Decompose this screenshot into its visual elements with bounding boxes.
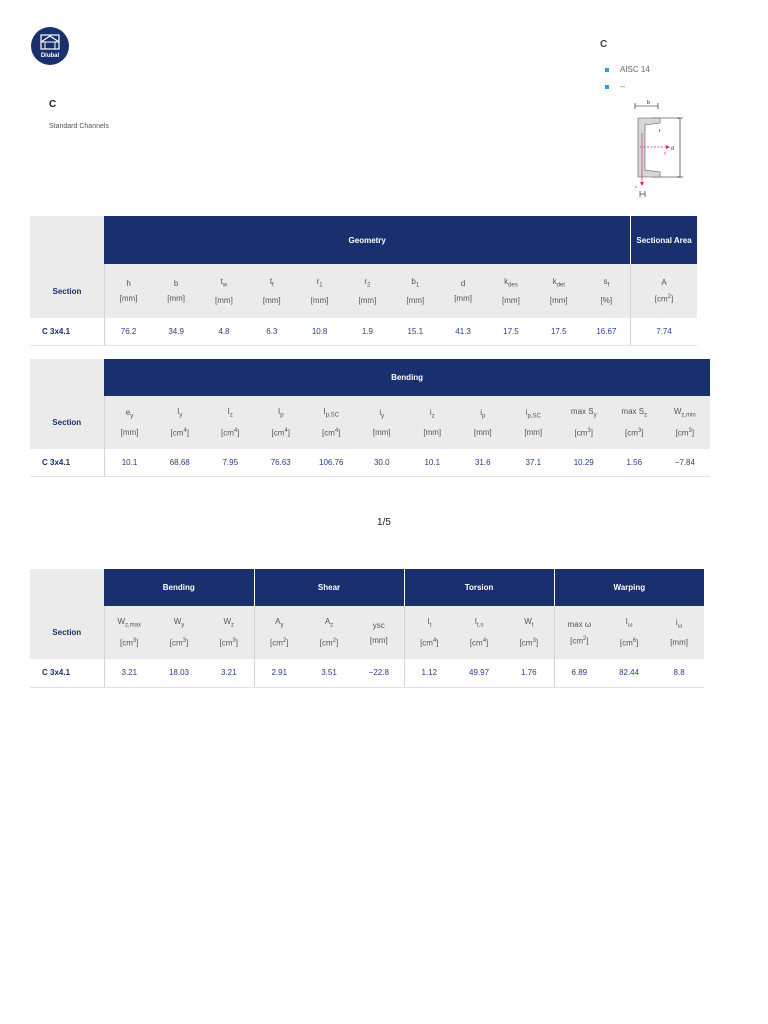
column-symbol-subscript: w [222, 282, 228, 289]
column-header [458, 396, 509, 449]
column-symbol: I [323, 407, 326, 417]
group-torsion: Torsion [404, 569, 554, 606]
table-cell: 3.21 [104, 659, 154, 687]
table-cell: 30.0 [357, 449, 408, 476]
table-row [30, 318, 697, 345]
column-unit: [cm [654, 294, 668, 304]
diagram-label-b: b [647, 100, 650, 106]
column-symbol-subscript: p [481, 413, 486, 420]
column-unit: [mm] [120, 427, 139, 437]
column-symbol-subscript: z [229, 412, 233, 419]
column-symbol-subscript: z [644, 412, 648, 419]
column-unit: [cm [270, 638, 283, 648]
column-symbol: W [117, 617, 126, 627]
column-symbol: i [480, 408, 482, 418]
table-row [30, 659, 704, 687]
column-symbol-subscript: z [330, 622, 334, 629]
column-unit-exponent: 3 [532, 637, 536, 644]
column-unit-exponent: 3 [182, 637, 186, 644]
column-symbol: t [220, 276, 223, 286]
column-unit: [cm [570, 636, 583, 646]
column-symbol: I [427, 617, 430, 627]
column-symbol: I [227, 407, 230, 417]
table-cell: −7.84 [660, 449, 711, 476]
properties-table [30, 569, 704, 688]
table-cell: 17.5 [487, 318, 535, 345]
column-symbol: A [661, 278, 667, 288]
column-header [104, 606, 154, 659]
column-symbol-subscript: f [607, 282, 610, 289]
diagram-label-r1: r [659, 128, 661, 134]
column-unit-exponent: 3 [688, 427, 692, 434]
column-symbol: i [675, 618, 678, 628]
column-unit-close: ] [235, 638, 238, 648]
column-symbol: r [364, 276, 368, 286]
column-unit-close: ] [286, 638, 289, 648]
column-symbol-subscript: p [280, 412, 284, 419]
table-cell: 17.5 [535, 318, 583, 345]
column-header [508, 396, 559, 449]
table-cell: 1.12 [404, 659, 454, 687]
column-symbol: A [275, 617, 281, 627]
column-symbol-subscript: t,s [476, 622, 484, 629]
column-unit-close: ] [636, 638, 639, 648]
column-unit-exponent: 3 [637, 427, 642, 434]
column-symbol: e [125, 408, 131, 418]
table-cell: 1.56 [609, 449, 660, 476]
bending-table [30, 359, 710, 477]
column-unit-exponent: 4 [334, 427, 339, 434]
column-header [583, 264, 631, 318]
table-row [30, 449, 710, 476]
column-symbol-subscript: z,min [681, 412, 696, 419]
column-unit-close: ] [336, 638, 339, 648]
column-unit-exponent: 6 [632, 637, 637, 644]
column-unit: [cm [322, 428, 335, 438]
column-symbol: ysc [372, 620, 385, 630]
column-unit-exponent: 2 [332, 637, 337, 644]
column-header [609, 396, 660, 449]
diagram-axis-y: y [664, 150, 666, 155]
column-symbol-subscript: y [181, 622, 185, 629]
column-symbol: W [223, 617, 232, 627]
table-cell: 2.91 [254, 659, 304, 687]
column-symbol: k [552, 276, 557, 286]
column-symbol-subscript: z [231, 622, 235, 629]
column-unit-exponent: 2 [582, 635, 587, 642]
column-symbol: max ω [567, 619, 592, 629]
column-header [204, 606, 254, 659]
column-unit-exponent: 3 [232, 637, 236, 644]
section-name: C 3x4.1 [30, 318, 104, 345]
column-symbol-subscript: p,SC [325, 412, 340, 419]
column-header [200, 264, 248, 318]
column-symbol-subscript: t [531, 622, 534, 629]
column-unit: [mm] [167, 294, 185, 303]
column-header [306, 396, 357, 449]
column-unit: [cm [619, 638, 633, 648]
column-header [391, 264, 439, 318]
column-unit-close: ] [486, 638, 489, 648]
column-unit: [cm [519, 638, 533, 648]
table-cell: 7.95 [205, 449, 256, 476]
column-header [248, 264, 296, 318]
table-cell: 10.1 [407, 449, 458, 476]
column-symbol: A [324, 617, 331, 627]
blank-corner [30, 569, 104, 606]
column-unit-exponent: 4 [432, 637, 437, 644]
section-letter: C [49, 99, 57, 110]
group-geometry: Geometry [104, 216, 630, 264]
column-symbol: max S [570, 407, 594, 417]
group-sectional-area: Sectional Area [631, 216, 697, 264]
column-header [354, 606, 404, 659]
group-warping: Warping [554, 569, 704, 606]
bullet-icon [605, 85, 609, 89]
column-header [631, 264, 697, 318]
table-cell: 6.3 [248, 318, 296, 345]
column-header [454, 606, 504, 659]
column-unit: [cm [219, 638, 233, 648]
diagram-axis-z: z [635, 184, 637, 189]
column-header [660, 396, 711, 449]
column-symbol: i [429, 408, 432, 418]
column-symbol-subscript: t [429, 622, 432, 629]
column-header [554, 606, 604, 659]
column-symbol: I [177, 407, 180, 417]
column-header [407, 396, 458, 449]
table-cell: 41.3 [439, 318, 487, 345]
column-unit-exponent: 2 [282, 637, 287, 644]
list-item [605, 78, 650, 95]
standards-list [605, 61, 650, 95]
table-cell: 10.8 [296, 318, 344, 345]
column-unit-close: ] [186, 638, 189, 648]
section-column-header: Section [30, 264, 104, 318]
column-header [104, 396, 155, 449]
column-symbol-subscript: p,SC [527, 413, 541, 420]
column-unit: [mm] [502, 296, 520, 306]
group-shear: Shear [254, 569, 404, 606]
column-unit: [mm] [262, 296, 281, 306]
channel-section-diagram [628, 98, 688, 202]
column-unit-exponent: 2 [667, 294, 672, 301]
section-name: C 3x4.1 [30, 449, 104, 476]
section-description: Standard Channels [49, 123, 109, 130]
column-unit-exponent: 4 [482, 637, 487, 644]
column-unit-exponent: 4 [284, 427, 288, 434]
column-symbol-subscript: f [272, 282, 274, 289]
table-cell: 76.2 [104, 318, 152, 345]
column-symbol-subscript: 1 [319, 282, 323, 289]
column-header [296, 264, 344, 318]
page-number: 1/5 [377, 517, 391, 528]
blank-corner [30, 359, 104, 396]
column-unit: [cm [169, 638, 183, 648]
standard-item: -- [620, 82, 626, 91]
column-header [357, 396, 408, 449]
table-cell: 3.51 [304, 659, 354, 687]
table-cell: 106.76 [306, 449, 357, 476]
column-header [604, 606, 654, 659]
column-unit: [cm [271, 428, 285, 438]
column-symbol: b [411, 276, 416, 286]
column-unit-close: ] [186, 428, 189, 438]
column-symbol: W [524, 617, 532, 627]
diagram-label-d: d [671, 146, 674, 152]
table-cell: 49.97 [454, 659, 504, 687]
column-header [205, 396, 256, 449]
column-unit-close: ] [691, 428, 695, 438]
column-unit: [mm] [369, 635, 388, 645]
column-symbol-subscript: 1 [415, 282, 420, 289]
bullet-icon [605, 68, 609, 72]
table-cell: 76.63 [256, 449, 307, 476]
column-header [487, 264, 535, 318]
column-unit: [mm] [406, 296, 425, 306]
blank-corner [30, 216, 104, 264]
table-cell: 31.6 [458, 449, 509, 476]
dlubal-logo [31, 27, 69, 65]
column-symbol-subscript: det [556, 282, 565, 289]
column-unit: [cm [319, 638, 333, 648]
column-unit-close: ] [136, 638, 139, 648]
column-unit-exponent: 4 [183, 427, 187, 434]
column-header [654, 606, 704, 659]
column-unit: [mm] [524, 427, 543, 437]
column-unit: [mm] [215, 296, 233, 306]
column-unit: [cm [469, 638, 483, 648]
column-header [154, 606, 204, 659]
column-header [559, 396, 610, 449]
column-unit-exponent: 3 [587, 427, 591, 434]
column-symbol: I [474, 617, 477, 627]
column-unit: [mm] [473, 427, 492, 437]
column-symbol: I [625, 617, 628, 627]
column-header [304, 606, 354, 659]
column-unit-exponent: 4 [233, 427, 238, 434]
table-cell: 82.44 [604, 659, 654, 687]
column-header [254, 606, 304, 659]
column-symbol: i [525, 408, 528, 418]
column-header [404, 606, 454, 659]
column-unit: [cm [574, 428, 588, 438]
column-symbol-subscript: z [431, 413, 435, 420]
column-header [535, 264, 583, 318]
column-symbol-subscript: 2 [367, 282, 371, 289]
table-cell: 34.9 [152, 318, 200, 345]
column-unit: [cm [420, 638, 433, 648]
column-symbol: t [269, 276, 273, 286]
logo-graphic [31, 27, 69, 65]
table-cell: 37.1 [508, 449, 559, 476]
section-column-header: Section [30, 606, 104, 659]
table-cell: 18.03 [154, 659, 204, 687]
table-cell: 15.1 [391, 318, 439, 345]
column-symbol: k [504, 276, 509, 286]
column-header-row [30, 606, 704, 659]
column-unit: [mm] [358, 296, 377, 306]
column-header [344, 264, 392, 318]
column-symbol: r [316, 276, 320, 286]
column-header-row [30, 396, 710, 449]
column-symbol: b [173, 279, 179, 288]
table-cell: 10.1 [104, 449, 155, 476]
list-item [605, 61, 650, 78]
table-cell: 1.9 [344, 318, 392, 345]
column-symbol-subscript: ω [677, 623, 683, 630]
table-cell: 16.67 [583, 318, 631, 345]
column-symbol-subscript: des [508, 282, 518, 289]
table-cell: 8.8 [654, 659, 704, 687]
column-symbol: I [277, 407, 281, 417]
column-unit-close: ] [590, 428, 593, 438]
column-unit: [cm [120, 638, 133, 648]
column-unit: [cm [221, 428, 234, 438]
logo-text: Dlubal [40, 53, 60, 59]
column-unit: [%] [600, 296, 613, 306]
group-bending: Bending [104, 569, 254, 606]
column-symbol: W [173, 617, 182, 627]
column-symbol-subscript: y [130, 413, 134, 420]
column-unit-close: ] [338, 428, 341, 438]
table-cell: −22.8 [354, 659, 404, 687]
table-cell: 68.68 [155, 449, 206, 476]
column-symbol: max S [621, 407, 645, 417]
column-unit-exponent: 3 [132, 637, 137, 644]
right-title: C [600, 39, 608, 50]
table-cell: 3.21 [204, 659, 254, 687]
column-symbol: W [673, 407, 682, 417]
column-unit: [mm] [119, 294, 138, 303]
group-bending: Bending [104, 359, 710, 396]
column-symbol-subscript: ω [627, 622, 633, 629]
column-unit-close: ] [535, 638, 539, 648]
column-unit-close: ] [586, 636, 589, 646]
column-header [256, 396, 307, 449]
geometry-table [30, 216, 697, 346]
column-header [439, 264, 487, 318]
table-cell: 7.74 [631, 318, 697, 345]
column-unit: [mm] [423, 427, 442, 437]
standard-item: AISC 14 [620, 65, 650, 74]
column-unit-close: ] [641, 428, 644, 438]
table-cell: 10.29 [559, 449, 610, 476]
section-name: C 3x4.1 [30, 659, 104, 687]
column-symbol: i [379, 408, 382, 418]
column-unit: [mm] [549, 296, 568, 306]
column-unit-close: ] [237, 428, 240, 438]
column-symbol: d [460, 279, 466, 288]
column-header [155, 396, 206, 449]
table-cell: 4.8 [200, 318, 248, 345]
column-symbol-subscript: y [179, 412, 183, 419]
column-header [152, 264, 200, 318]
column-unit-close: ] [671, 294, 674, 304]
column-unit: [cm [625, 428, 638, 438]
column-unit: [mm] [372, 427, 391, 437]
column-symbol: h [126, 279, 131, 288]
column-symbol-subscript: y [593, 412, 597, 419]
column-header-row [30, 264, 697, 318]
column-unit: [mm] [670, 637, 688, 647]
column-symbol: s [603, 276, 608, 286]
column-symbol-subscript: z,max [125, 622, 142, 629]
column-unit-close: ] [287, 428, 290, 438]
column-unit: [mm] [454, 294, 472, 303]
column-header [504, 606, 554, 659]
column-unit: [cm [675, 428, 689, 438]
column-symbol-subscript: y [381, 413, 385, 420]
column-header [104, 264, 152, 318]
column-unit: [mm] [310, 296, 329, 306]
table-cell: 1.76 [504, 659, 554, 687]
section-column-header: Section [30, 396, 104, 449]
column-unit-close: ] [436, 638, 439, 648]
column-symbol-subscript: y [280, 622, 284, 629]
table-cell: 6.89 [554, 659, 604, 687]
column-unit: [cm [170, 428, 184, 438]
